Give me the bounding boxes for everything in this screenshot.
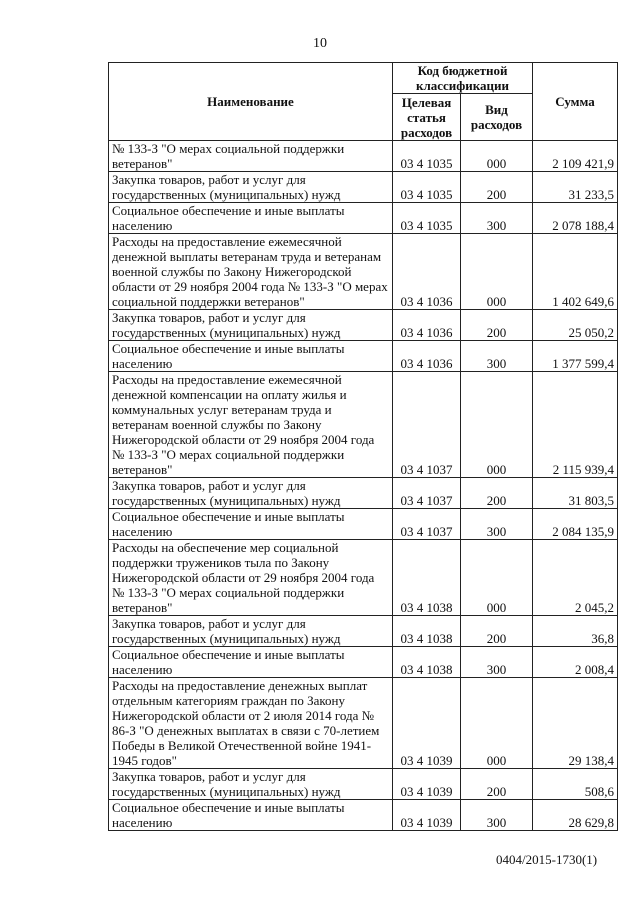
row-name: Расходы на предоставление ежемесячной денежной компенсации на оплату жилья и коммунальных услуг ветеранам труда и ветеранам военной службы по Закону Нижегородской области от 29 ноября 2004 года № 133-З "О мерах социальной поддержки ветеранов" [109,372,393,478]
table-row [109,310,618,341]
row-name: Закупка товаров, работ и услуг для государственных (муниципальных) нужд [109,616,393,647]
row-expense-kind: 000 [461,678,533,769]
row-name: № 133-З "О мерах социальной поддержки ветеранов" [109,141,393,172]
table-row [109,141,618,172]
header-sum: Сумма [533,63,618,141]
row-name: Расходы на предоставление ежемесячной денежной выплаты ветеранам труда и ветеранам военной службы по Закону Нижегородской области от 29 ноября 2004 года № 133-З "О мерах социальной поддержки ветеранов" [109,234,393,310]
row-target-article: 03 4 1035 [393,172,461,203]
row-target-article: 03 4 1038 [393,540,461,616]
row-sum: 29 138,4 [533,678,618,769]
row-expense-kind: 300 [461,647,533,678]
header-target-article: Целевая статья расходов [393,94,461,141]
row-expense-kind: 200 [461,172,533,203]
table-row [109,678,618,769]
row-target-article: 03 4 1035 [393,141,461,172]
row-name: Социальное обеспечение и иные выплаты населению [109,203,393,234]
table-row [109,540,618,616]
row-target-article: 03 4 1037 [393,372,461,478]
row-sum: 36,8 [533,616,618,647]
row-sum: 2 109 421,9 [533,141,618,172]
row-expense-kind: 000 [461,372,533,478]
row-expense-kind: 000 [461,540,533,616]
table-row [109,203,618,234]
row-name: Социальное обеспечение и иные выплаты населению [109,509,393,540]
row-name: Закупка товаров, работ и услуг для государственных (муниципальных) нужд [109,769,393,800]
document-code: 0404/2015-1730(1) [496,852,598,867]
row-expense-kind: 200 [461,478,533,509]
row-name: Расходы на предоставление денежных выплат отдельным категориям граждан по Закону Нижегородской области от 2 июля 2014 года № 86-З "О денежных выплатах в связи с 70-летием Победы в Великой Отечественной войне 1941-1945 годов" [109,678,393,769]
row-target-article: 03 4 1038 [393,616,461,647]
row-expense-kind: 000 [461,141,533,172]
table-row [109,800,618,831]
row-sum: 2 045,2 [533,540,618,616]
page-number: 10 [313,36,327,51]
row-name: Закупка товаров, работ и услуг для государственных (муниципальных) нужд [109,478,393,509]
table-row [109,478,618,509]
row-sum: 2 078 188,4 [533,203,618,234]
row-name: Социальное обеспечение и иные выплаты населению [109,800,393,831]
table-row [109,769,618,800]
table-row [109,172,618,203]
row-name: Социальное обеспечение и иные выплаты населению [109,341,393,372]
row-sum: 2 115 939,4 [533,372,618,478]
row-target-article: 03 4 1036 [393,234,461,310]
row-sum: 25 050,2 [533,310,618,341]
row-expense-kind: 200 [461,310,533,341]
table-row [109,647,618,678]
row-expense-kind: 300 [461,800,533,831]
row-expense-kind: 300 [461,203,533,234]
row-target-article: 03 4 1039 [393,800,461,831]
row-expense-kind: 200 [461,616,533,647]
row-sum: 2 008,4 [533,647,618,678]
row-target-article: 03 4 1036 [393,310,461,341]
row-sum: 508,6 [533,769,618,800]
row-target-article: 03 4 1037 [393,509,461,540]
row-sum: 28 629,8 [533,800,618,831]
row-name: Социальное обеспечение и иные выплаты населению [109,647,393,678]
row-target-article: 03 4 1039 [393,769,461,800]
row-target-article: 03 4 1039 [393,678,461,769]
table-row [109,616,618,647]
row-target-article: 03 4 1038 [393,647,461,678]
row-target-article: 03 4 1036 [393,341,461,372]
row-target-article: 03 4 1035 [393,203,461,234]
budget-table [108,62,618,831]
row-target-article: 03 4 1037 [393,478,461,509]
row-name: Закупка товаров, работ и услуг для государственных (муниципальных) нужд [109,172,393,203]
row-expense-kind: 200 [461,769,533,800]
row-sum: 31 803,5 [533,478,618,509]
row-expense-kind: 300 [461,509,533,540]
row-sum: 1 402 649,6 [533,234,618,310]
header-budget-classification: Код бюджетной классификации [393,63,533,94]
header-expense-kind: Вид расходов [461,94,533,141]
header-name: Наименование [109,63,393,141]
row-sum: 2 084 135,9 [533,509,618,540]
table-row [109,234,618,310]
row-name: Закупка товаров, работ и услуг для государственных (муниципальных) нужд [109,310,393,341]
row-expense-kind: 300 [461,341,533,372]
row-sum: 31 233,5 [533,172,618,203]
table-row [109,372,618,478]
table-row [109,341,618,372]
table-row [109,509,618,540]
row-sum: 1 377 599,4 [533,341,618,372]
row-name: Расходы на обеспечение мер социальной поддержки тружеников тыла по Закону Нижегородской области от 29 ноября 2004 года № 133-З "О мерах социальной поддержки ветеранов" [109,540,393,616]
row-expense-kind: 000 [461,234,533,310]
